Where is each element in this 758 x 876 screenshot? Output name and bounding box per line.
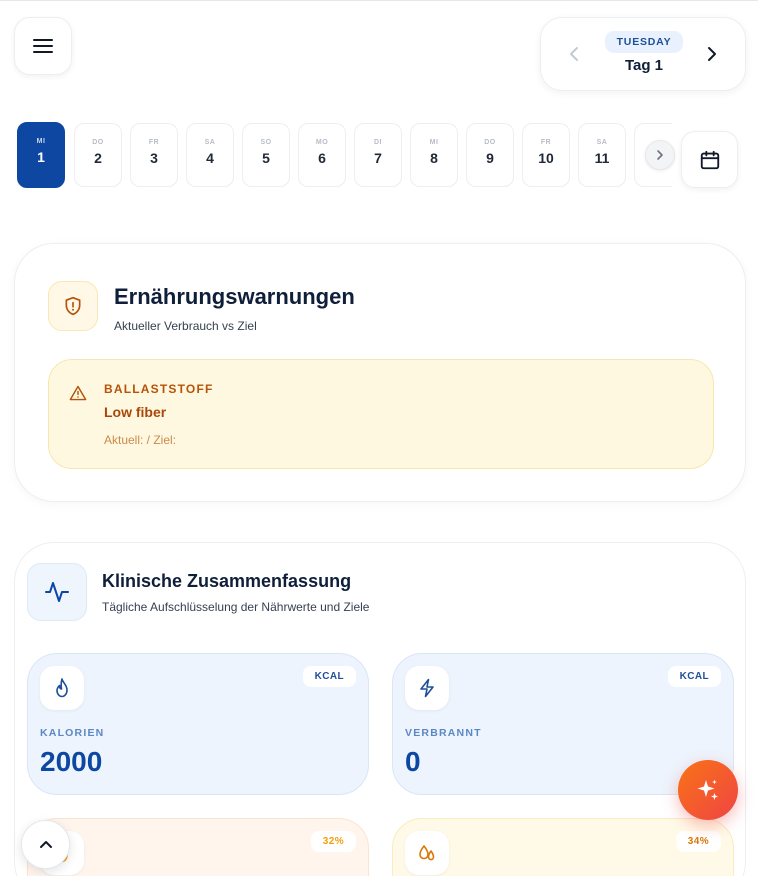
prev-day-button[interactable] xyxy=(569,46,579,62)
day-chip-number: 2 xyxy=(94,150,102,166)
day-strip xyxy=(17,122,672,190)
day-chip[interactable] xyxy=(578,123,626,187)
warning-item xyxy=(48,359,714,469)
stat-value: 2000 xyxy=(40,746,103,777)
bolt-icon-box xyxy=(405,666,449,710)
day-chip[interactable] xyxy=(242,123,290,187)
sparkles-icon xyxy=(695,777,721,803)
stat-card-partial-2 xyxy=(392,818,734,876)
day-chip-number: 8 xyxy=(430,150,438,166)
chevron-right-icon xyxy=(656,149,664,161)
day-chip-number: 4 xyxy=(206,150,214,166)
shield-alert-icon xyxy=(63,295,83,317)
day-chip[interactable] xyxy=(186,123,234,187)
stat-unit-badge: KCAL xyxy=(303,666,356,687)
day-chip-weekday: SA xyxy=(204,139,216,146)
top-divider xyxy=(0,0,758,1)
stat-percent-badge: 34% xyxy=(676,831,721,852)
shield-alert-icon-box xyxy=(48,281,98,331)
day-chip-weekday: MI xyxy=(36,138,46,145)
date-navigator xyxy=(540,17,746,91)
menu-button[interactable] xyxy=(14,17,72,75)
flame-icon-box xyxy=(40,666,84,710)
day-chip-active[interactable] xyxy=(17,122,65,188)
stat-label: KALORIEN xyxy=(40,727,105,739)
calendar-button[interactable] xyxy=(681,131,738,188)
day-chip-weekday: DO xyxy=(92,139,104,146)
droplets-icon-box xyxy=(405,831,449,875)
day-chip-number: 3 xyxy=(150,150,158,166)
stat-value: 0 xyxy=(405,746,421,777)
stat-percent-badge: 32% xyxy=(311,831,356,852)
day-chip-weekday: SA xyxy=(596,139,608,146)
summary-title: Klinische Zusammenfassung xyxy=(102,571,352,591)
day-chip[interactable] xyxy=(74,123,122,187)
day-chip-number: 1 xyxy=(37,149,45,165)
warnings-subtitle: Aktueller Verbrauch vs Ziel xyxy=(114,319,257,333)
nutrition-warnings-card xyxy=(14,243,746,502)
day-chip-number: 11 xyxy=(594,150,610,166)
stat-card-partial-1 xyxy=(27,818,369,876)
flame-icon xyxy=(54,678,70,698)
day-title: Tag 1 xyxy=(624,57,664,74)
day-chip-weekday: DO xyxy=(484,139,496,146)
day-chip[interactable] xyxy=(410,123,458,187)
strip-scroll-right-button[interactable] xyxy=(645,140,675,170)
day-chip-number: 5 xyxy=(262,150,270,166)
stat-card-calories xyxy=(27,653,369,795)
scroll-to-top-button[interactable] xyxy=(21,820,70,869)
day-chip-number: 10 xyxy=(538,150,554,166)
activity-icon-box xyxy=(27,563,87,621)
day-chip-weekday: SO xyxy=(260,139,272,146)
day-chip[interactable] xyxy=(130,123,178,187)
alert-triangle-icon xyxy=(69,385,87,401)
next-day-button[interactable] xyxy=(707,46,717,62)
day-chip[interactable] xyxy=(298,123,346,187)
day-chip-weekday: MI xyxy=(429,139,439,146)
day-chip-weekday: FR xyxy=(540,139,552,146)
warnings-title: Ernährungswarnungen xyxy=(114,284,355,309)
stat-unit-badge: KCAL xyxy=(668,666,721,687)
chevron-up-icon xyxy=(39,840,53,849)
stat-label: VERBRANNT xyxy=(405,727,482,739)
activity-icon xyxy=(45,581,69,603)
day-chip-weekday: MO xyxy=(315,139,329,146)
ai-assistant-fab[interactable] xyxy=(678,760,738,820)
day-chip[interactable] xyxy=(522,123,570,187)
day-chip-number: 7 xyxy=(374,150,382,166)
day-chip-weekday: FR xyxy=(148,139,160,146)
day-chip[interactable] xyxy=(354,123,402,187)
warning-category: BALLASTSTOFF xyxy=(104,382,214,396)
day-chip-number: 6 xyxy=(318,150,326,166)
summary-subtitle: Tägliche Aufschlüsselung der Nährwerte und Ziele xyxy=(102,600,370,614)
day-chip[interactable] xyxy=(466,123,514,187)
warning-message: Low fiber xyxy=(104,404,167,420)
warning-values: Aktuell: / Ziel: xyxy=(104,433,177,447)
day-chip-weekday: DI xyxy=(374,139,382,146)
droplets-icon xyxy=(417,843,437,863)
bolt-icon xyxy=(418,678,436,698)
hamburger-icon xyxy=(33,38,53,54)
clinical-summary-card xyxy=(14,542,746,876)
weekday-badge: TUESDAY xyxy=(605,31,683,53)
day-chip-number: 9 xyxy=(486,150,494,166)
calendar-icon xyxy=(699,149,721,171)
